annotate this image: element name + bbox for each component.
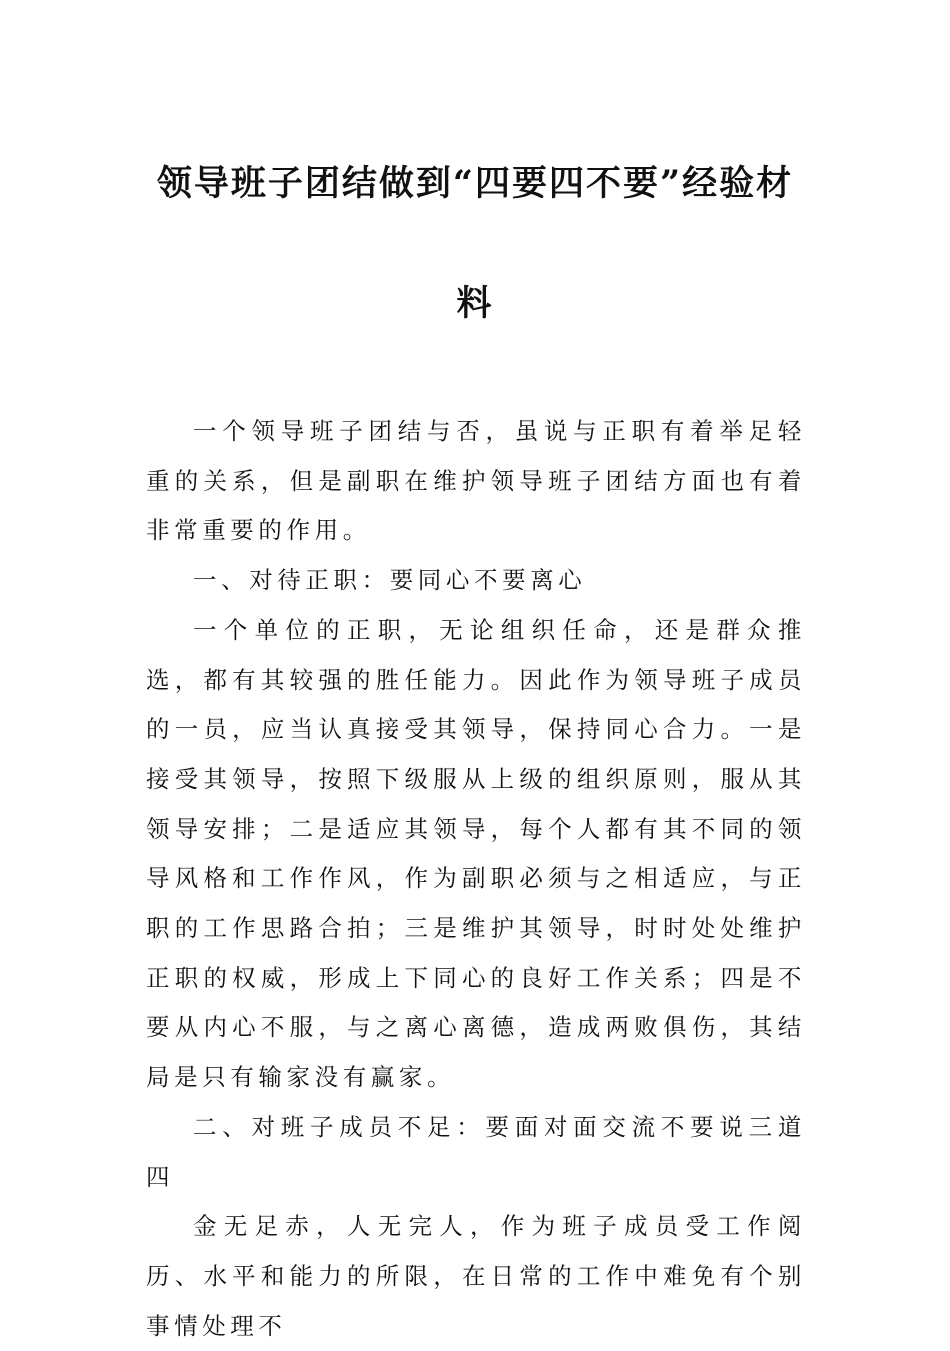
document-body [146,407,806,1351]
section-2-paragraph: 金无足赤，人无完人，作为班子成员受工作阅历、水平和能力的所限，在日常的工作中难免有个别事情处理不 [146,1212,806,1340]
section-heading-1: 一、对待正职：要同心不要离心 [193,566,587,595]
document-title-line-1: 领导班子团结做到“四要四不要”经验材 [156,163,794,204]
document-title-line-2: 料 [456,283,494,324]
intro-paragraph: 一个领导班子团结与否，虽说与正职有着举足轻重的关系，但是副职在维护领导班子团结方面也有着非常重要的作用。 [146,417,806,545]
section-heading-2: 二、对班子成员不足：要面对面交流不要说三道四 [146,1112,806,1191]
section-1-paragraph: 一个单位的正职，无论组织任命，还是群众推选，都有其较强的胜任能力。因此作为领导班子成员的一员，应当认真接受其领导，保持同心合力。一是接受其领导，按照下级服从上级的组织原则，服从其领导安排；二是适应其领导，每个人都有其不同的领导风格和工作作风，作为副职必须与之相适应，与正职的工作思路合拍；三是维护其领导，时时处处维护正职的权威，形成上下同心的良好工作关系；四是不要从内心不服，与之离心离德，造成两败俱伤，其结局是只有输家没有赢家。 [146,615,806,1092]
